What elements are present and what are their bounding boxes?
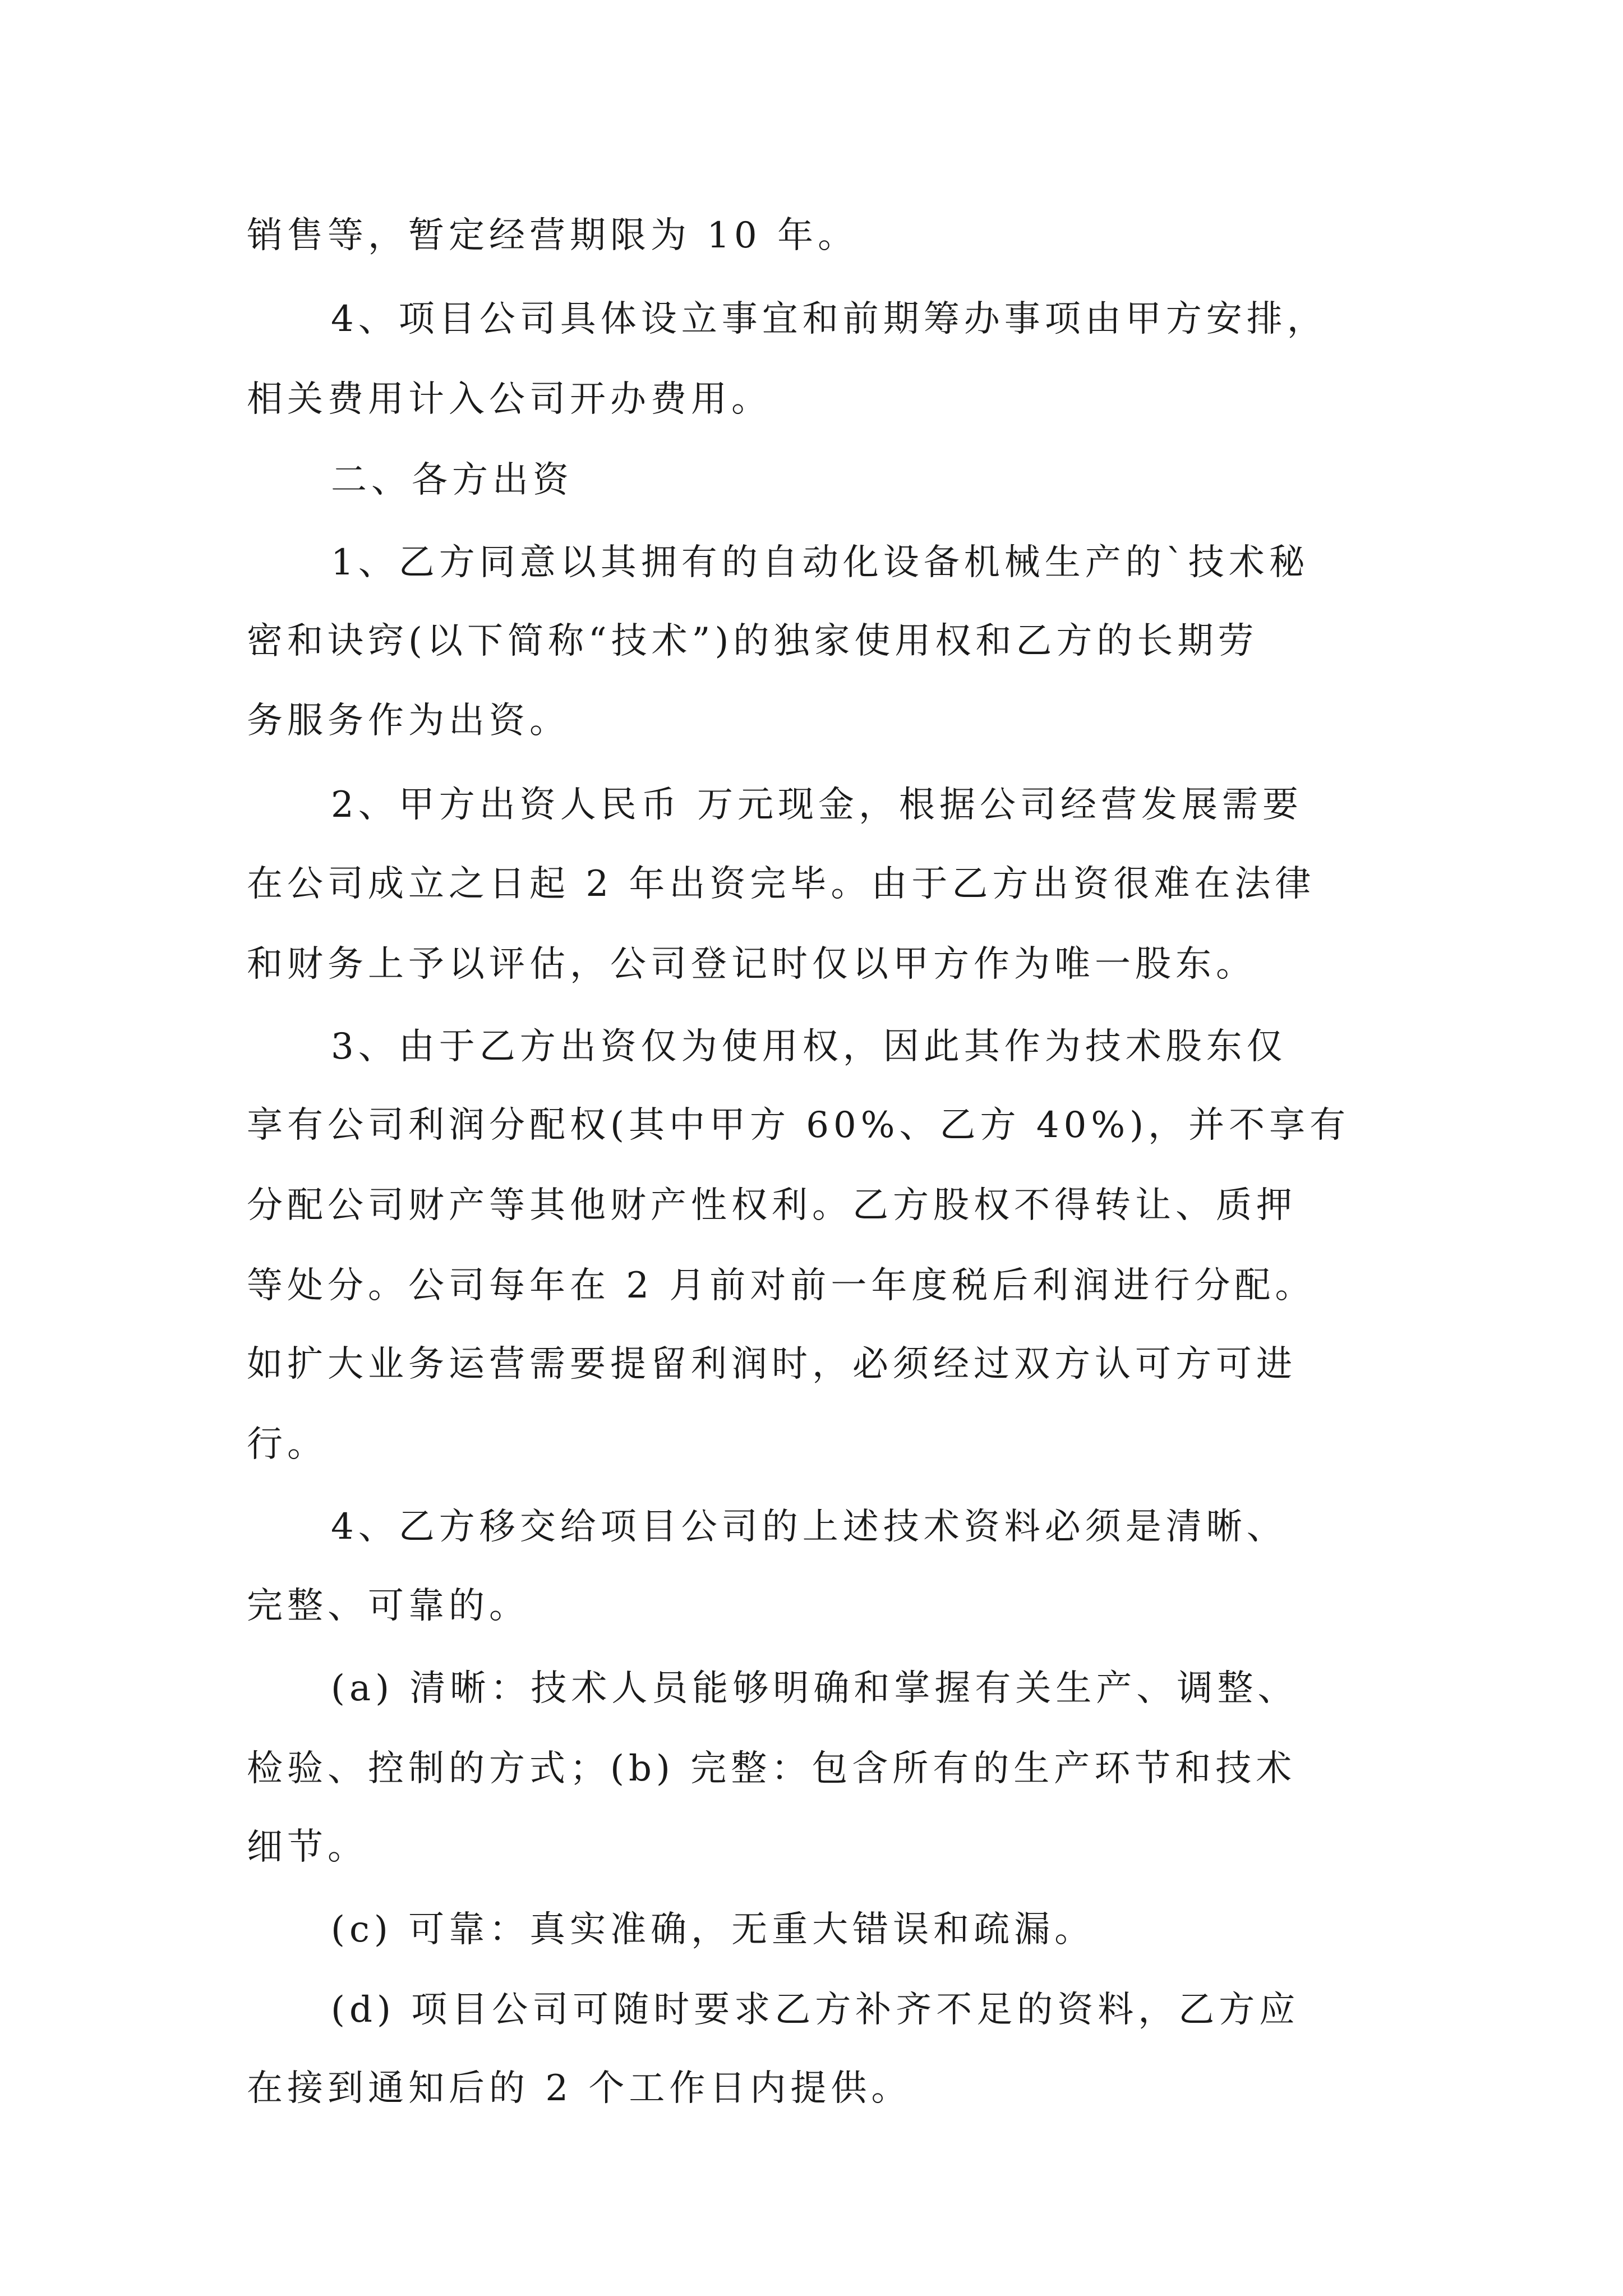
text-line-7: 务服务作为出资。: [247, 700, 570, 742]
text-line-17: 4、乙方移交给项目公司的上述技术资料必须是清晰、: [331, 1506, 1287, 1548]
text-line-19: (a) 清晰：技术人员能够明确和掌握有关生产、调整、: [331, 1668, 1298, 1709]
text-line-11: 3、由于乙方出资仅为使用权，因此其作为技术股东仅: [331, 1026, 1287, 1068]
text-line-12: 享有公司利润分配权(其中甲方 60%、乙方 40%)，并不享有: [247, 1105, 1350, 1146]
text-line-20: 检验、控制的方式；(b) 完整：包含所有的生产环节和技术: [247, 1748, 1297, 1789]
text-line-3: 相关费用计入公司开办费用。: [247, 379, 772, 420]
text-line-24: 在接到通知后的 2 个工作日内提供。: [247, 2068, 912, 2109]
text-line-5: 1、乙方同意以其拥有的自动化设备机械生产的`技术秘: [331, 542, 1310, 583]
text-line-22: (c) 可靠：真实准确，无重大错误和疏漏。: [331, 1909, 1095, 1950]
section-heading: 二、各方出资: [331, 459, 573, 501]
text-line-10: 和财务上予以评估，公司登记时仅以甲方作为唯一股东。: [247, 944, 1256, 985]
text-line-18: 完整、可靠的。: [247, 1585, 529, 1627]
text-line-8: 2、甲方出资人民币 万元现金，根据公司经营发展需要: [331, 784, 1303, 826]
text-line-9: 在公司成立之日起 2 年出资完毕。由于乙方出资很难在法律: [247, 863, 1316, 905]
text-line-21: 细节。: [247, 1826, 368, 1868]
text-line-16: 行。: [247, 1424, 328, 1465]
text-line-13: 分配公司财产等其他财产性权利。乙方股权不得转让、质押: [247, 1185, 1297, 1226]
text-line-1: 销售等，暂定经营期限为 10 年。: [247, 215, 859, 256]
text-line-2: 4、项目公司具体设立事宜和前期筹办事项由甲方安排，: [331, 298, 1327, 340]
text-line-6: 密和诀窍(以下简称“技术”)的独家使用权和乙方的长期劳: [247, 620, 1258, 662]
text-line-15: 如扩大业务运营需要提留利润时，必须经过双方认可方可进: [247, 1343, 1297, 1385]
text-line-23: (d) 项目公司可随时要求乙方补齐不足的资料，乙方应: [331, 1989, 1300, 2031]
text-line-14: 等处分。公司每年在 2 月前对前一年度税后利润进行分配。: [247, 1265, 1316, 1306]
